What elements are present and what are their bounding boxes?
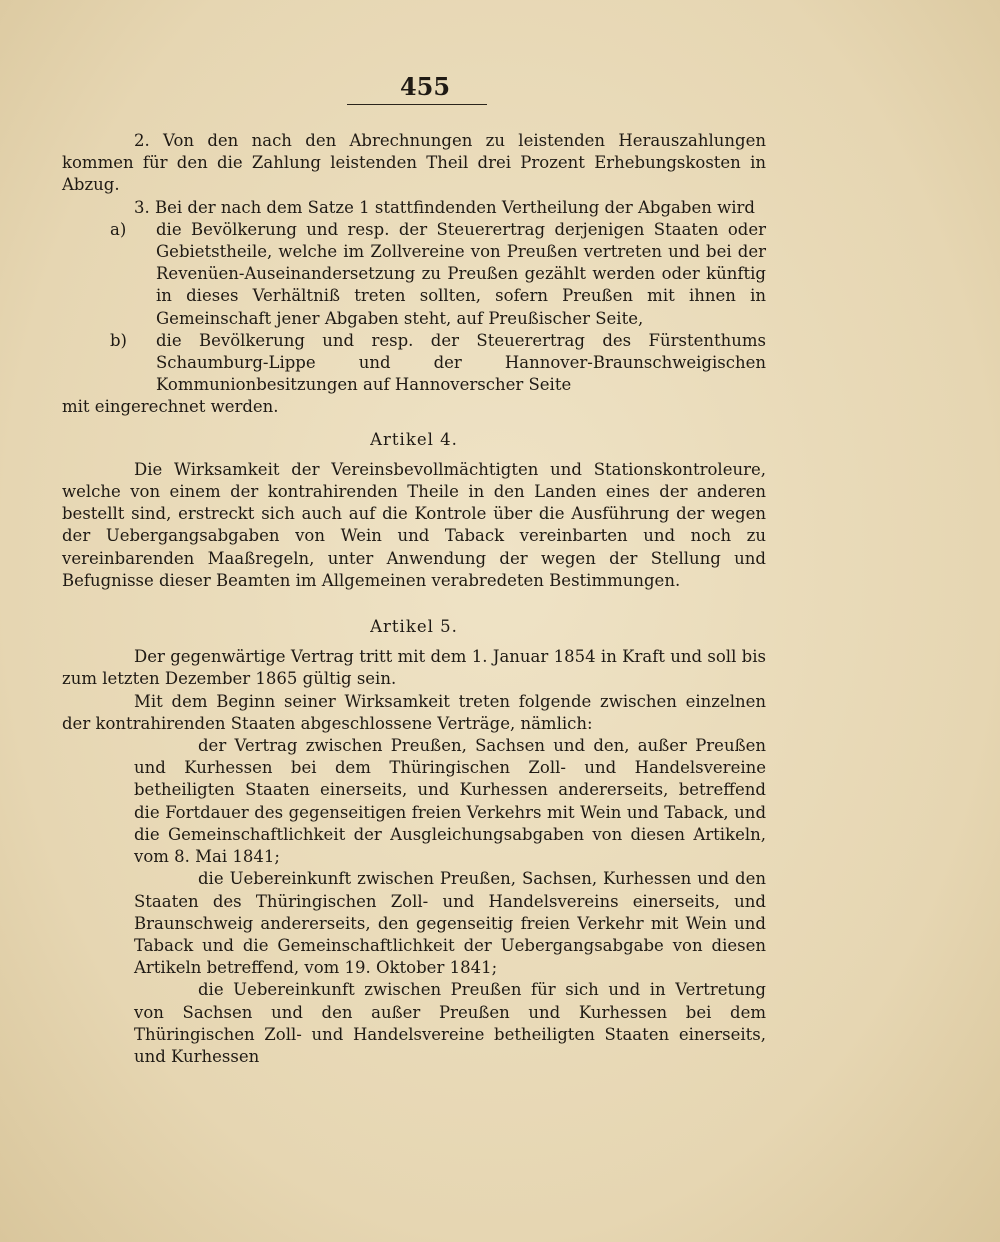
list-text-b: die Bevölkerung und resp. der Steuerertrag des Fürstenthums Schaumburg-Lippe und der Hannover-Braunschweigischen Kommunionbesitzungen auf Hannoverscher Seite xyxy=(156,330,766,395)
list-label-a: a) xyxy=(110,219,127,239)
treaty-1: der Vertrag zwischen Preußen, Sachsen und den, außer Preußen und Kurhessen bei dem Thüringischen Zoll- und Handelsvereine betheiligten Staaten einerseits, und Kurhessen andererseits, betreffend die Fortdauer des gegenseitigen freien Verkehrs mit Wein und Taback, und die Gemeinschaftlichkeit der Ausgleichungsabgaben von diesen Artikeln, vom 8. Mai 1841; xyxy=(134,736,766,867)
paragraph-3: 3. Bei der nach dem Satze 1 stattfindenden Vertheilung der Abgaben wird xyxy=(134,197,755,217)
header-rule xyxy=(347,104,487,105)
treaty-2: die Uebereinkunft zwischen Preußen, Sachsen, Kurhessen und den Staaten des Thüringischen Zoll- und Handelsvereins einerseits, und Braunschweig andererseits, den gegenseitig freien Verkehr mit Wein und Taback und die Gemeinschaftlichkeit der Uebergangsabgabe von diesen Artikeln betreffend, vom 19. Oktober 1841; xyxy=(134,869,766,978)
spacer xyxy=(62,592,766,606)
article-5-text-1: Der gegenwärtige Vertrag tritt mit dem 1. Januar 1854 in Kraft und soll bis zum letzten Dezember 1865 gültig sein. xyxy=(62,647,766,689)
body-text xyxy=(62,130,766,1068)
treaty-3: die Uebereinkunft zwischen Preußen für sich und in Vertretung von Sachsen und den außer Preußen und Kurhessen bei dem Thüringischen Zoll- und Handelsvereine betheiligten Staaten einerseits, und Kurhessen xyxy=(134,980,766,1066)
page-number: 455 xyxy=(399,72,451,101)
mit-eingerechnet: mit eingerechnet werden. xyxy=(62,397,279,417)
list-item-b xyxy=(62,330,766,397)
paragraph-2: 2. Von den nach den Abrechnungen zu leistenden Herauszahlungen kommen für den die Zahlung leistenden Theil drei Prozent Erhebungskosten in Abzug. xyxy=(62,131,766,195)
article-5-heading: Artikel 5. xyxy=(370,617,458,637)
article-4-text: Die Wirksamkeit der Vereinsbevollmächtigten und Stationskontroleure, welche von einem der kontrahirenden Theile in den Landen eines der anderen bestellt sind, erstreckt sich auch auf die Kontrole über die Ausführung der wegen der Uebergangsabgaben von Wein und Taback vereinbarten und noch zu vereinbarenden Maaßregeln, unter Anwendung der wegen der Stellung und Befugnisse dieser Beamten im Allgemeinen verabredeten Bestimmungen. xyxy=(62,459,766,590)
article-5-text-2: Mit dem Beginn seiner Wirksamkeit treten folgende zwischen einzelnen der kontrahirenden Staaten abgeschlossene Verträge, nämlich: xyxy=(62,691,766,733)
list-label-b: b) xyxy=(110,330,127,350)
list-text-a: die Bevölkerung und resp. der Steuerertrag derjenigen Staaten oder Gebietstheile, welche im Zollvereine von Preußen vertreten und bei der Revenüen-Auseinandersetzung zu Preußen gezählt werden oder künftig in dieses Verhältniß treten sollten, sofern Preußen mit ihnen in Gemeinschaft jener Abgaben steht, auf Preußischer Seite, xyxy=(156,219,766,328)
list-item-a xyxy=(62,219,766,330)
article-4-heading: Artikel 4. xyxy=(370,429,458,449)
